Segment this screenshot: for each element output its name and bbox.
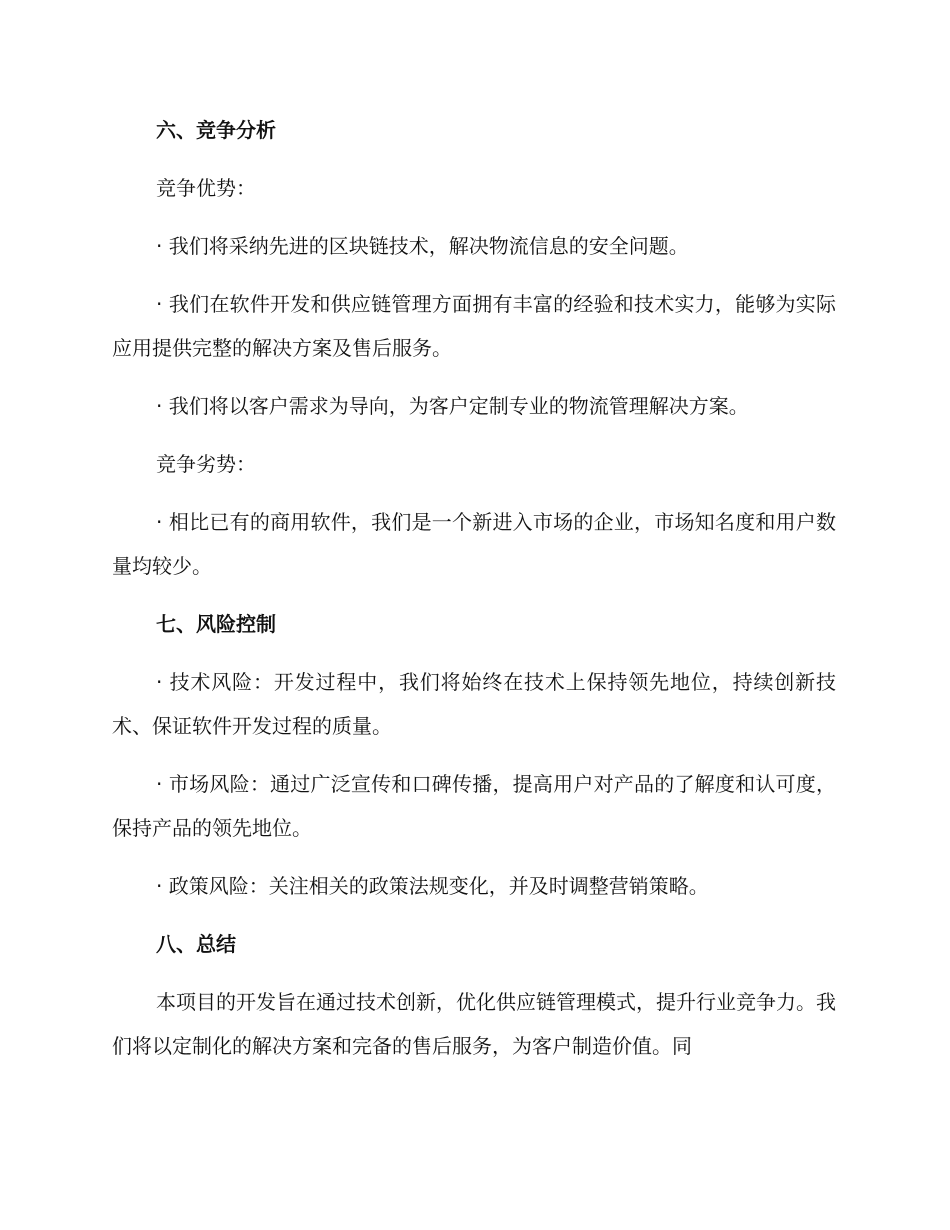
disadvantage-item-new-entrant: · 相比已有的商用软件，我们是一个新进入市场的企业，市场知名度和用户数量均较少。 xyxy=(112,510,836,578)
risk-item-market: · 市场风险：通过广泛宣传和口碑传播，提高用户对产品的了解度和认可度，保持产品的领先地位。 xyxy=(112,772,836,840)
risk-item-policy: · 政策风险：关注相关的政策法规变化，并及时调整营销策略。 xyxy=(156,874,709,898)
risk-item-technical: · 技术风险：开发过程中，我们将始终在技术上保持领先地位，持续创新技术、保证软件开发过程的质量。 xyxy=(112,670,836,738)
section-heading-competition: 六、竞争分析 xyxy=(156,118,276,142)
summary-paragraph: 本项目的开发旨在通过技术创新，优化供应链管理模式，提升行业竞争力。我们将以定制化的解决方案和完备的售后服务，为客户制造价值。同 xyxy=(112,990,836,1058)
section-heading-summary: 八、总结 xyxy=(156,932,236,956)
advantage-item-experience: · 我们在软件开发和供应链管理方面拥有丰富的经验和技术实力，能够为实际应用提供完整的解决方案及售后服务。 xyxy=(112,292,836,360)
advantage-item-customer-oriented: · 我们将以客户需求为导向，为客户定制专业的物流管理解决方案。 xyxy=(156,394,749,418)
subheading-advantages: 竞争优势： xyxy=(156,176,256,200)
advantage-item-blockchain: · 我们将采纳先进的区块链技术，解决物流信息的安全问题。 xyxy=(156,234,689,258)
document-body xyxy=(112,108,836,1082)
subheading-disadvantages: 竞争劣势： xyxy=(156,452,256,476)
section-heading-risk-control: 七、风险控制 xyxy=(156,612,276,636)
